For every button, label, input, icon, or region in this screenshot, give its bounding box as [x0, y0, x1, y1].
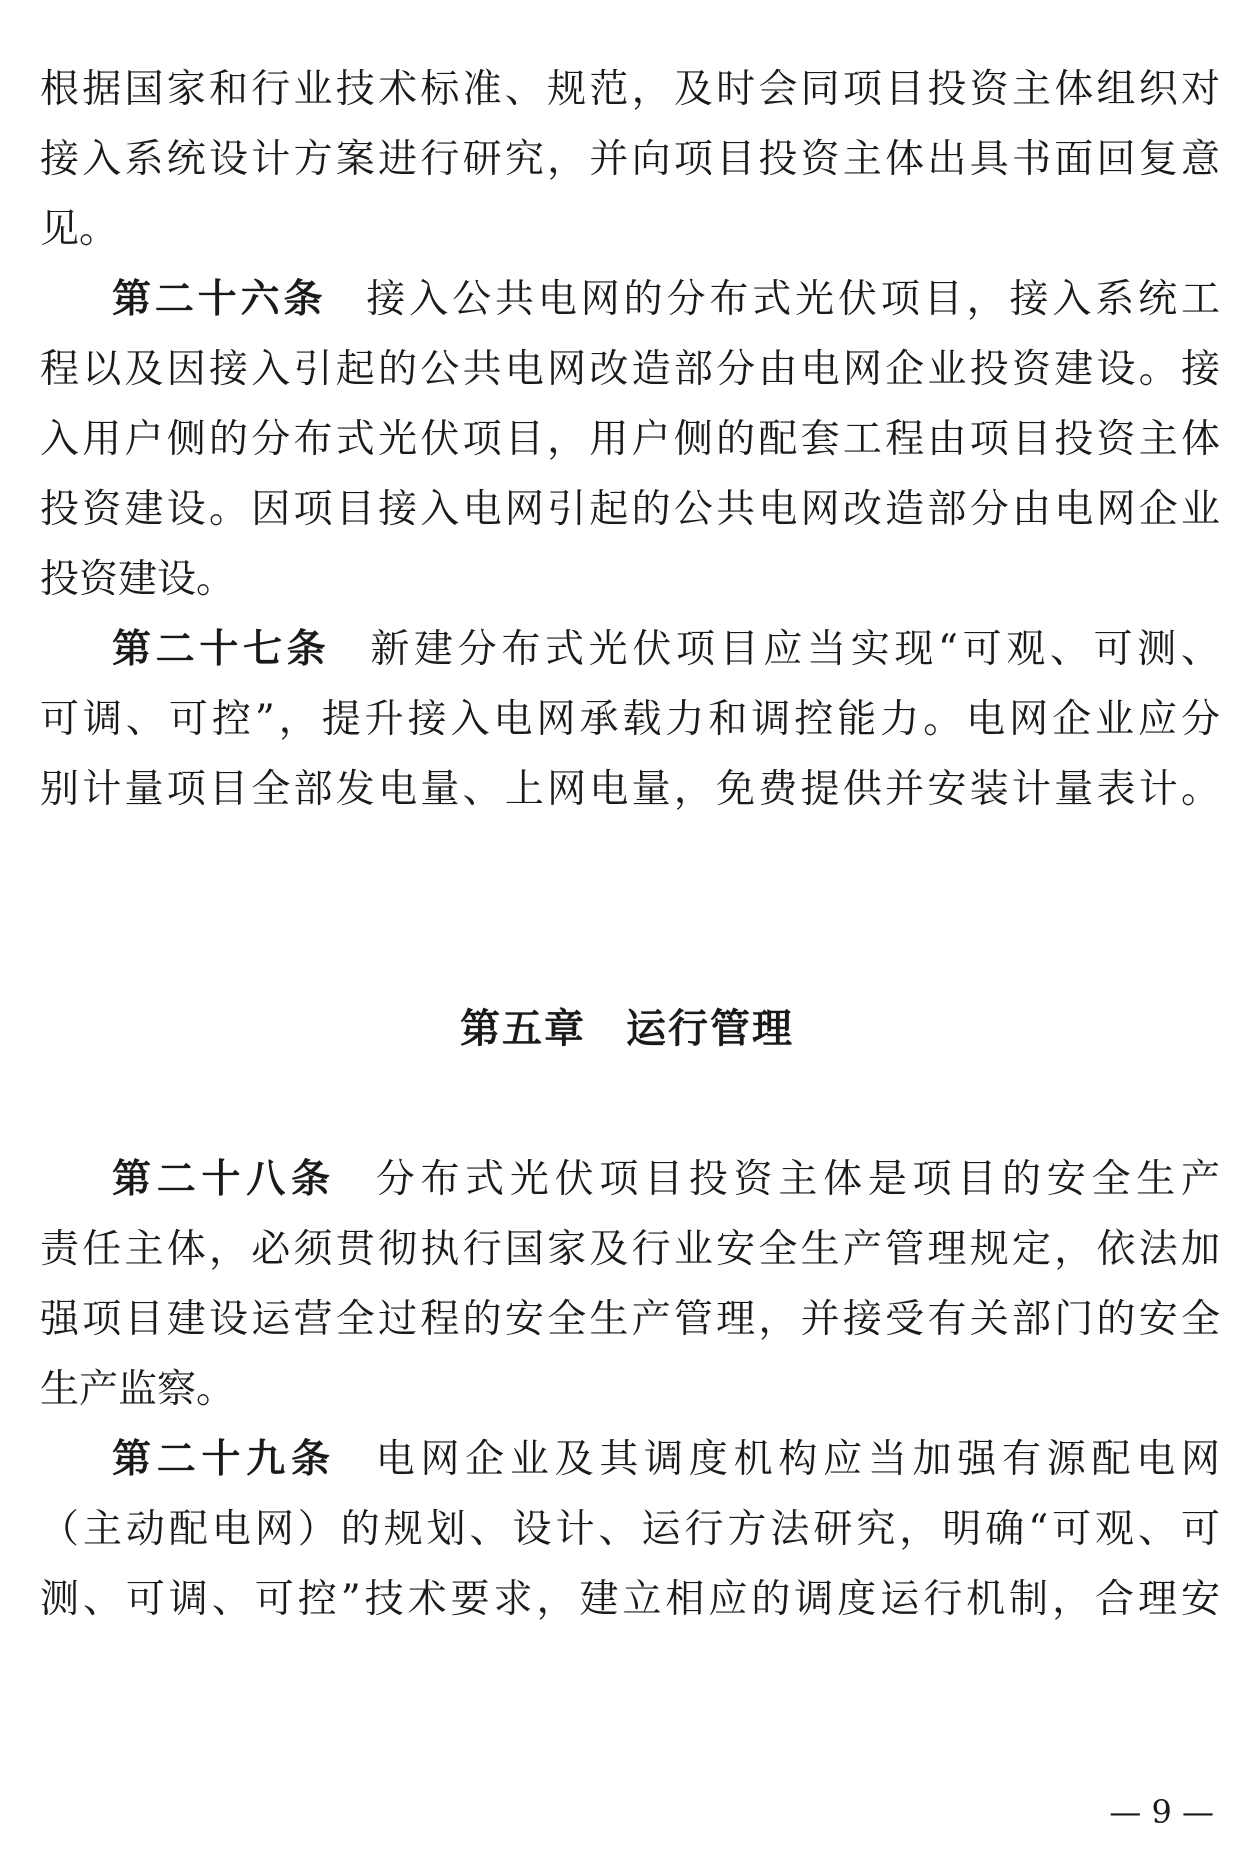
- text-line: 新建分布式光伏项目应当实现“可观、可测、: [370, 627, 1220, 672]
- text-line: 强项目建设运营全过程的安全生产管理，并接受有关部门的安全: [40, 1297, 1220, 1342]
- text-line: 根据国家和行业技术标准、规范，及时会同项目投资主体组织对: [40, 67, 1220, 112]
- text-line: 生产监察。: [40, 1367, 236, 1412]
- text-line: 接入公共电网的分布式光伏项目，接入系统工: [366, 277, 1220, 322]
- chapter-title: 运行管理: [626, 1006, 794, 1052]
- article-heading: 第二十九条: [112, 1437, 336, 1482]
- text-line: 电网企业及其调度机构应当加强有源配电网: [375, 1437, 1220, 1482]
- page-number: — 9 —: [1109, 1793, 1214, 1831]
- text-line: 可调、可控”，提升接入电网承载力和调控能力。电网企业应分: [40, 697, 1220, 742]
- text-line: 投资建设。: [40, 557, 236, 602]
- article-26-first-line: [112, 270, 1220, 330]
- article-29-first-line: [112, 1430, 1220, 1490]
- text-line: 程以及因接入引起的公共电网改造部分由电网企业投资建设。接: [40, 347, 1220, 392]
- text-line: 责任主体，必须贯彻执行国家及行业安全生产管理规定，依法加: [40, 1227, 1220, 1272]
- article-27-first-line: [112, 620, 1220, 680]
- text-line: 测、可调、可控”技术要求，建立相应的调度运行机制，合理安: [40, 1577, 1220, 1622]
- article-heading: 第二十八条: [112, 1157, 336, 1202]
- chapter-number: 第五章: [460, 1006, 586, 1052]
- text-line: 别计量项目全部发电量、上网电量，免费提供并安装计量表计。: [40, 767, 1220, 812]
- text-line: 接入系统设计方案进行研究，并向项目投资主体出具书面回复意: [40, 137, 1220, 182]
- article-28-first-line: [112, 1150, 1220, 1210]
- text-line: 分布式光伏项目投资主体是项目的安全生产: [375, 1157, 1220, 1202]
- text-line: 投资建设。因项目接入电网引起的公共电网改造部分由电网企业: [40, 487, 1220, 532]
- text-line: （主动配电网）的规划、设计、运行方法研究，明确“可观、可: [40, 1507, 1220, 1552]
- article-heading: 第二十七条: [112, 627, 331, 672]
- article-heading: 第二十六条: [112, 277, 327, 322]
- text-line: 入用户侧的分布式光伏项目，用户侧的配套工程由项目投资主体: [40, 417, 1220, 462]
- chapter-heading: [0, 999, 1254, 1059]
- text-line: 见。: [40, 207, 119, 252]
